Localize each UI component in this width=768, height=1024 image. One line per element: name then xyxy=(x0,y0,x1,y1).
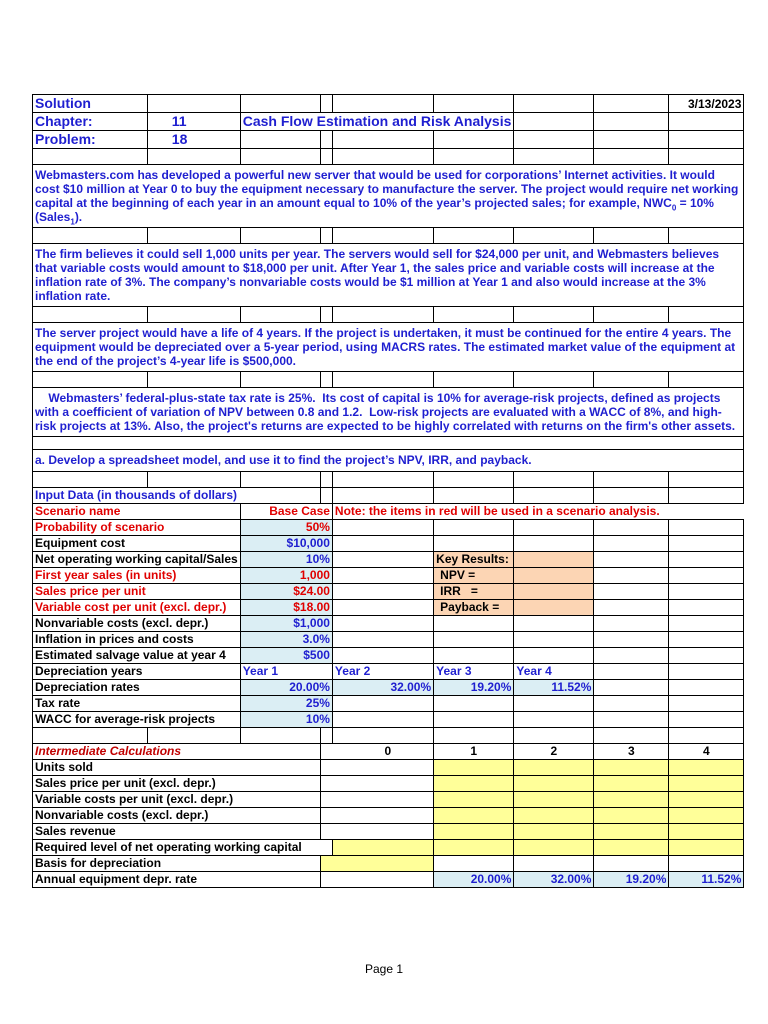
year-label: Year 4 xyxy=(514,664,594,680)
calc-row-label: Sales revenue xyxy=(33,824,321,840)
annual-depr-rate-label: Annual equipment depr. rate xyxy=(33,872,321,888)
year-label: Year 2 xyxy=(332,664,433,680)
annual-depr-rate[interactable]: 20.00% xyxy=(434,872,514,888)
scenario-name-label: Scenario name xyxy=(33,504,241,520)
irr-value[interactable] xyxy=(514,584,594,600)
input-label: Probability of scenario xyxy=(33,520,241,536)
chapter-label[interactable]: Chapter: xyxy=(33,113,148,131)
input-label: First year sales (in units) xyxy=(33,568,241,584)
input-value[interactable]: $500 xyxy=(240,648,332,664)
year-label: Year 1 xyxy=(240,664,332,680)
input-value[interactable]: $24.00 xyxy=(240,584,332,600)
calc-row-label: Nonvariable costs (excl. depr.) xyxy=(33,808,321,824)
npv-label: NPV = xyxy=(434,568,514,584)
input-label: Net operating working capital/Sales xyxy=(33,552,241,568)
year-header: 1 xyxy=(434,744,514,760)
depreciation-rate[interactable]: 20.00% xyxy=(240,680,332,696)
depreciation-rates-label: Depreciation rates xyxy=(33,680,241,696)
scenario-name-value[interactable]: Base Case xyxy=(240,504,332,520)
calc-row-label: Required level of net operating working capital xyxy=(33,840,333,856)
calc-row-label: Basis for depreciation xyxy=(33,856,321,872)
calc-row-label: Variable costs per unit (excl. depr.) xyxy=(33,792,321,808)
depreciation-years-label: Depreciation years xyxy=(33,664,241,680)
input-label: Equipment cost xyxy=(33,536,241,552)
input-label: Variable cost per unit (excl. depr.) xyxy=(33,600,241,616)
annual-depr-rate[interactable]: 11.52% xyxy=(669,872,744,888)
spreadsheet xyxy=(32,94,744,888)
wacc-value[interactable]: 10% xyxy=(240,712,332,728)
input-value[interactable]: 10% xyxy=(240,552,332,568)
scenario-note: Note: the items in red will be used in a scenario analysis. xyxy=(332,504,743,520)
report-date[interactable]: 3/13/2023 xyxy=(669,95,744,113)
problem-number[interactable]: 18 xyxy=(147,131,240,149)
payback-value[interactable] xyxy=(514,600,594,616)
tax-rate-value[interactable]: 25% xyxy=(240,696,332,712)
input-value[interactable]: 50% xyxy=(240,520,332,536)
year-header: 0 xyxy=(320,744,433,760)
npv-value[interactable] xyxy=(514,568,594,584)
input-label: Sales price per unit xyxy=(33,584,241,600)
input-data-title: Input Data (in thousands of dollars) xyxy=(33,488,321,504)
input-value[interactable]: $1,000 xyxy=(240,616,332,632)
irr-label: IRR = xyxy=(434,584,514,600)
annual-depr-rate[interactable]: 19.20% xyxy=(594,872,669,888)
key-results-title: Key Results: xyxy=(434,552,514,568)
problem-paragraph-4: Webmasters’ federal-plus-state tax rate is 25%. Its cost of capital is 10% for average-risk projects, defined as projects with a coefficient of variation of NPV between 0.8 and 1.2. Low-risk projects are evaluated with a WACC of 8%, and high-risk projects at 13%. Also, the project's returns are expected to be highly correlated with returns on the firm's other assets. xyxy=(33,388,744,437)
chapter-number[interactable]: 11 xyxy=(147,113,240,131)
input-label: Estimated salvage value at year 4 xyxy=(33,648,241,664)
problem-paragraph-3: The server project would have a life of 4 years. If the project is undertaken, it must be continued for the entire 4 years. The equipment would be depreciated over a 5-year period, using MACRS rates. The estimated market value of the equipment at the end of the project’s 4-year life is $500,000. xyxy=(33,323,744,372)
input-label: Nonvariable costs (excl. depr.) xyxy=(33,616,241,632)
calc-row-label: Units sold xyxy=(33,760,321,776)
input-value[interactable]: $10,000 xyxy=(240,536,332,552)
depreciation-rate[interactable]: 32.00% xyxy=(332,680,433,696)
wacc-label: WACC for average-risk projects xyxy=(33,712,241,728)
problem-paragraph-1: Webmasters.com has developed a powerful new server that would be used for corporations’ Internet activities. It would cost $10 million at Year 0 to buy the equipment necessary to manufacture the server. The project would require net working capital at the beginning of each year in an amount equal to 10% of the year’s projected sales; for example, $NWC_0$ = 10%(Sales$_1$). xyxy=(33,165,744,228)
input-value[interactable]: 1,000 xyxy=(240,568,332,584)
depreciation-rate[interactable]: 11.52% xyxy=(514,680,594,696)
problem-paragraph-2: The firm believes it could sell 1,000 units per year. The servers would sell for $24,000 per unit, and Webmasters believes that variable costs would amount to $18,000 per unit. After Year 1, the sales price and variable costs will increase at the inflation rate of 3%. The company’s nonvariable costs would be $1 million at Year 1 and also would increase at the 3% inflation rate. xyxy=(33,244,744,307)
tax-rate-label: Tax rate xyxy=(33,696,241,712)
calc-row-label: Sales price per unit (excl. depr.) xyxy=(33,776,321,792)
input-label: Inflation in prices and costs xyxy=(33,632,241,648)
year-header: 2 xyxy=(514,744,594,760)
year-header: 4 xyxy=(669,744,744,760)
payback-label: Payback = xyxy=(434,600,514,616)
depreciation-rate[interactable]: 19.20% xyxy=(434,680,514,696)
input-value[interactable]: 3.0% xyxy=(240,632,332,648)
annual-depr-rate[interactable]: 32.00% xyxy=(514,872,594,888)
year-label: Year 3 xyxy=(434,664,514,680)
chapter-title[interactable]: Cash Flow Estimation and Risk Analysis xyxy=(240,113,514,131)
page-number: Page 1 xyxy=(364,962,404,976)
year-header: 3 xyxy=(594,744,669,760)
input-value[interactable]: $18.00 xyxy=(240,600,332,616)
part-a-instruction: a. Develop a spreadsheet model, and use it to find the project’s NPV, IRR, and payback. xyxy=(33,450,744,472)
solution-label[interactable]: Solution xyxy=(33,95,148,113)
intermediate-title: Intermediate Calculations xyxy=(33,744,321,760)
problem-label[interactable]: Problem: xyxy=(33,131,148,149)
